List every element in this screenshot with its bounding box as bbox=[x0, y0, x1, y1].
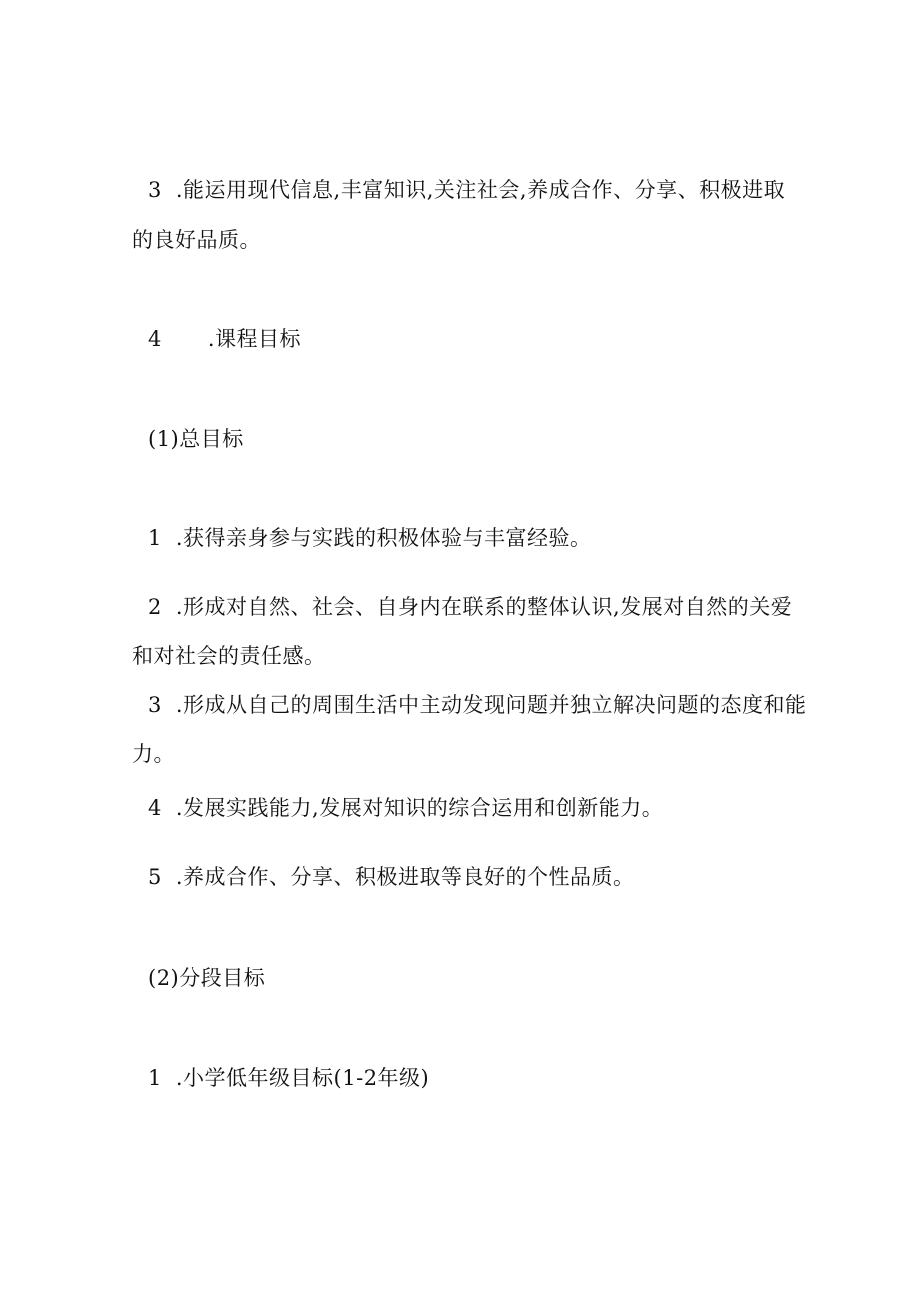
item-text: .能运用现代信息,丰富知识,关注社会,养成合作、分享、积极进取 bbox=[175, 178, 786, 202]
item-text: .形成对自然、社会、自身内在联系的整体认识,发展对自然的关爱 bbox=[175, 595, 793, 619]
item-text: .获得亲身参与实践的积极体验与丰富经验。 bbox=[175, 526, 592, 550]
list-item bbox=[148, 793, 663, 823]
item-number: 1 bbox=[148, 1066, 162, 1090]
item-text-continued: 和对社会的责任感。 bbox=[132, 644, 326, 668]
list-item-continued bbox=[132, 641, 326, 671]
item-number: 1 bbox=[148, 526, 162, 550]
subsection-heading bbox=[148, 424, 244, 454]
item-text-continued: 力。 bbox=[132, 742, 175, 766]
list-item-continued bbox=[132, 739, 175, 769]
item-number: 4 bbox=[148, 327, 162, 351]
item-text: .养成合作、分享、积极进取等良好的个性品质。 bbox=[175, 865, 635, 889]
heading-text: .课程目标 bbox=[207, 327, 302, 351]
subsection-heading bbox=[148, 963, 265, 993]
list-item bbox=[148, 862, 635, 892]
item-number: 2 bbox=[148, 595, 162, 619]
item-text: .小学低年级目标(1-2年级) bbox=[175, 1066, 430, 1090]
section-heading bbox=[148, 324, 301, 354]
item-text: .形成从自己的周围生活中主动发现问题并独立解决问题的态度和能 bbox=[175, 693, 807, 717]
item-text: .发展实践能力,发展对知识的综合运用和创新能力。 bbox=[175, 796, 664, 820]
paragraph-line bbox=[132, 225, 261, 255]
list-item bbox=[148, 690, 807, 720]
paragraph-line bbox=[148, 175, 785, 205]
item-number: 5 bbox=[148, 865, 162, 889]
item-number: 3 bbox=[148, 693, 162, 717]
item-number: 4 bbox=[148, 796, 162, 820]
heading-text: (2)分段目标 bbox=[148, 966, 266, 990]
heading-text: (1)总目标 bbox=[148, 427, 244, 451]
item-number: 3 bbox=[148, 178, 162, 202]
list-item bbox=[148, 592, 792, 622]
list-item bbox=[148, 1063, 429, 1093]
list-item bbox=[148, 523, 592, 553]
item-text-continued: 的良好品质。 bbox=[132, 228, 261, 252]
